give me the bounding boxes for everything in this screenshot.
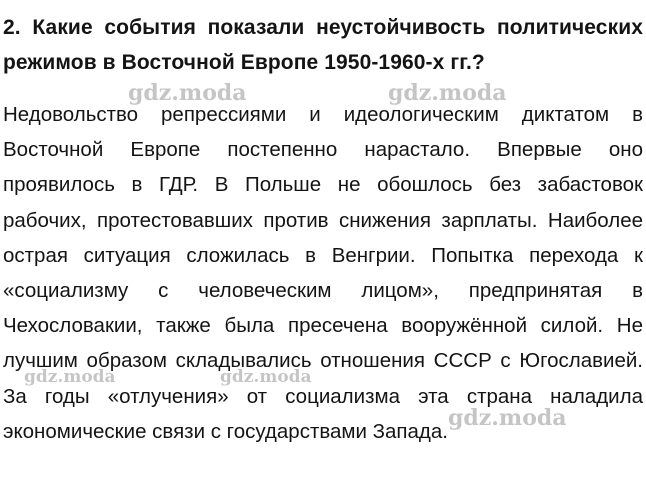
watermark: gdz.moda [220, 367, 312, 387]
watermark: gdz.moda [448, 405, 567, 431]
watermark: gdz.moda [128, 80, 247, 106]
watermark: gdz.moda [388, 80, 507, 106]
watermark: gdz.moda [24, 367, 116, 387]
answer-paragraph: Недовольство репрессиями и идеологическим диктатом в Восточной Европе постепенно нарастало. Впервые оно проявилось в ГДР. В Польше не обошлось без забастовок рабочих, протестовавших против снижения зарплаты. Наиболее острая ситуация сложилась в Венгрии. Попытка перехода к «социализму с человеческим лицом», предпринятая в Чехословакии, также была пресечена вооружённой силой. Не лучшим образом складывались отношения СССР с Югославией. За годы «отлучения» от социализма эта страна наладила экономические связи с государствами Запада. [3, 103, 643, 443]
question-heading: 2. Какие события показали неустойчивость политических режимов в Восточной Европе 1950-1960-х гг.? [3, 16, 643, 74]
